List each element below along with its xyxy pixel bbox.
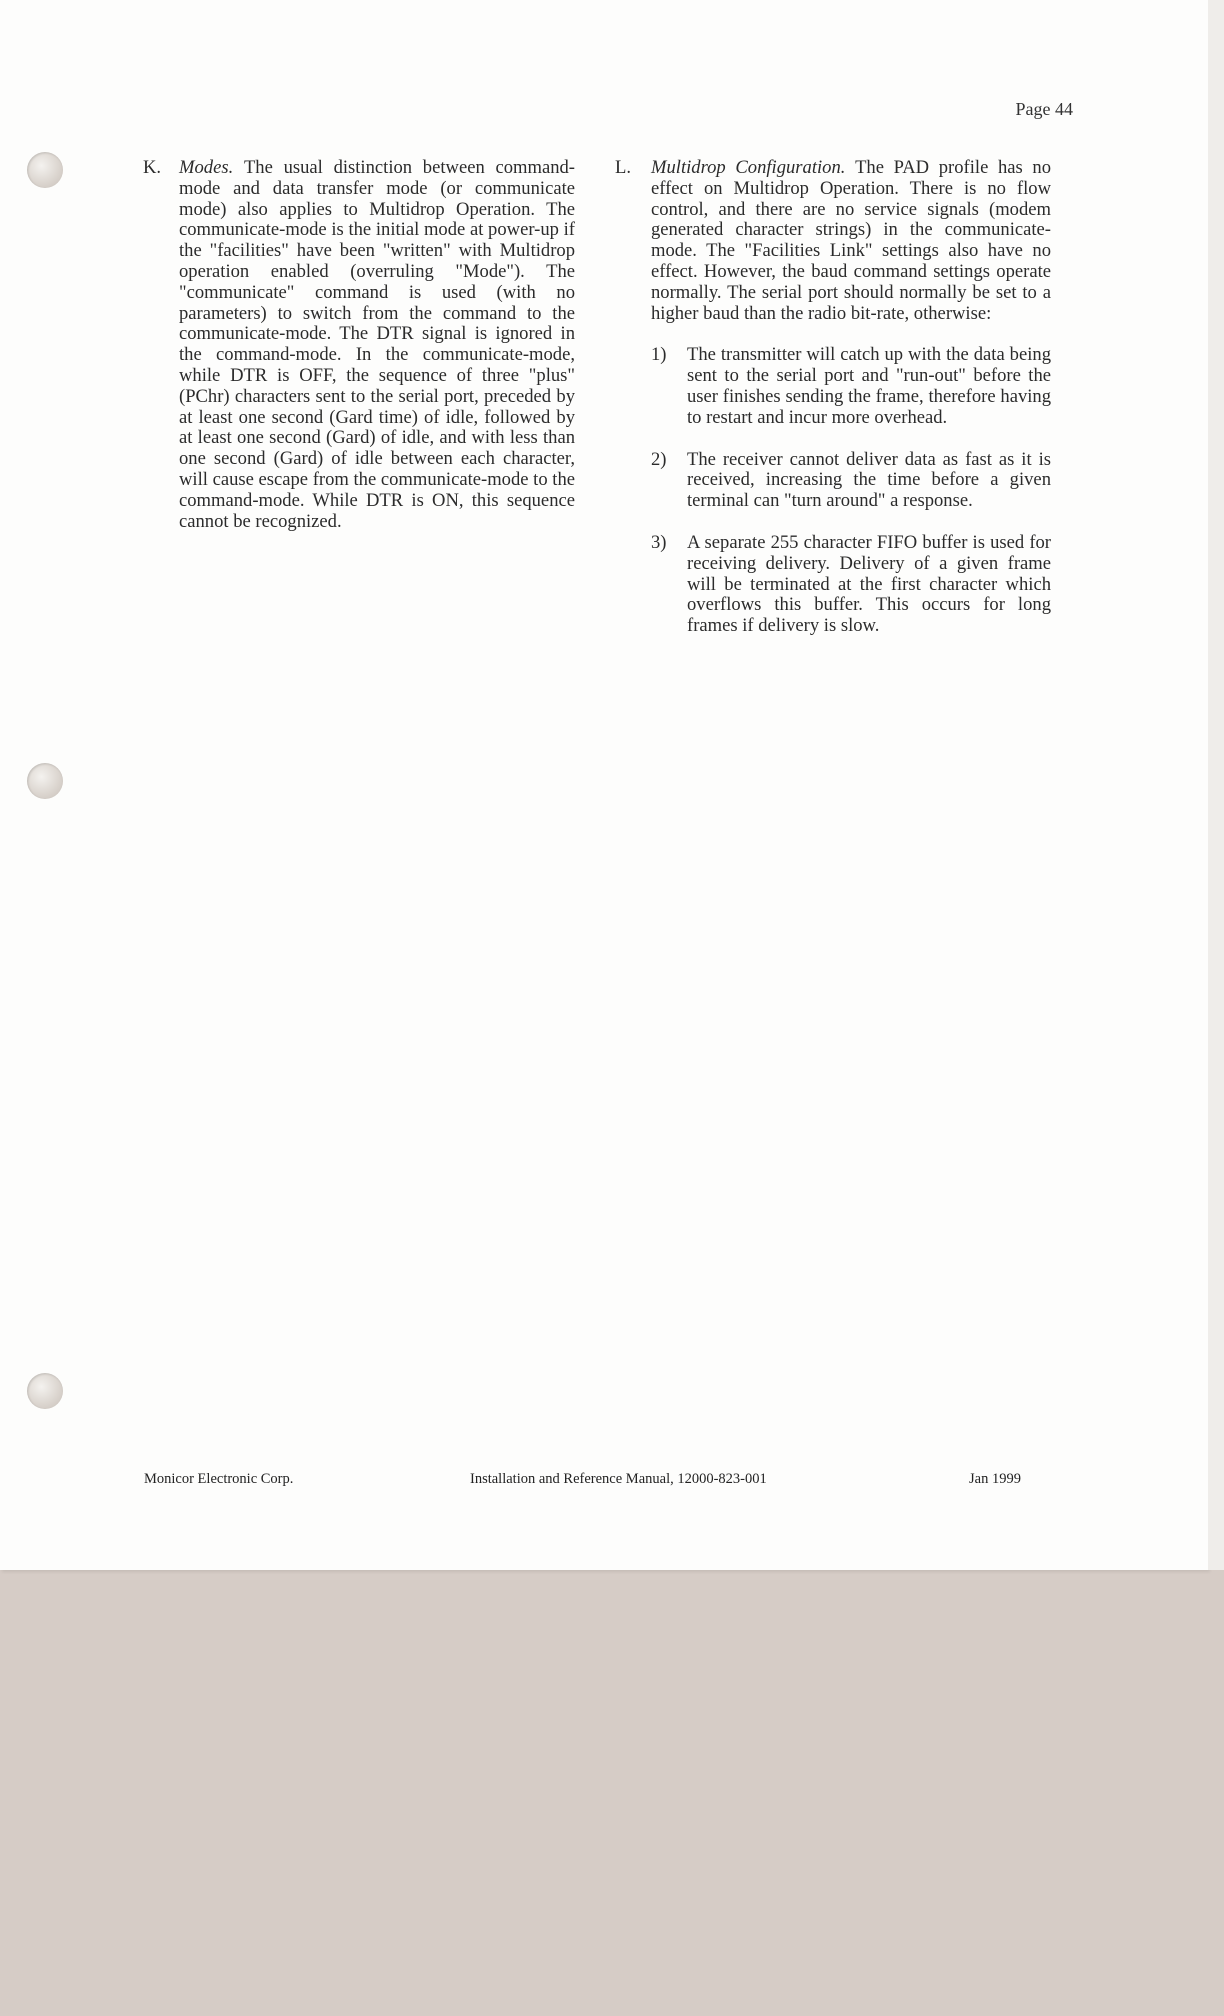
section-multidrop-configuration	[615, 158, 1051, 324]
section-title: Multidrop Configuration.	[651, 157, 856, 178]
section-letter: K.	[143, 157, 162, 178]
footer-manual-title: Installation and Reference Manual, 12000-823-001	[470, 1471, 767, 1487]
list-item-number: 3)	[651, 531, 667, 553]
punch-hole-bottom	[27, 1373, 63, 1409]
list-item-text: The transmitter will catch up with the data being sent to the serial port and "run-out" before the user finishes sending the frame, therefore having to restart and incur more overhead.	[687, 344, 1051, 428]
right-column	[615, 158, 1051, 658]
page-number: Page 44	[1015, 99, 1073, 119]
page-edge	[1208, 0, 1224, 1570]
list-item	[651, 450, 1051, 512]
list-item	[651, 533, 1051, 637]
section-body: The usual distinction between command-mode and data transfer mode (or communicate mode) also applies to Multidrop Operation. The communicate-mode is the initial mode at power-up if the "facilities" have been "written" with Multidrop operation enabled (overruling "Mode"). The "communicate" command is used (with no parameters) to switch from the command to the communicate-mode. The DTR signal is ignored in the command-mode. In the communicate-mode, while DTR is OFF, the sequence of three "plus" (PChr) characters sent to the serial port, preceded by at least one second (Gard time) of idle, followed by at least one second (Gard) of idle, and with less than one second (Gard) of idle between each character, will cause escape from the communicate-mode to the command-mode. While DTR is ON, this sequence cannot be recognized.	[179, 157, 575, 532]
section-title: Modes.	[179, 157, 244, 178]
list-item-number: 2)	[651, 448, 667, 470]
footer-date: Jan 1999	[969, 1471, 1021, 1487]
list-item-text: A separate 255 character FIFO buffer is used for receiving delivery. Delivery of a given frame will be terminated at the first character which overflows this buffer. This occurs for long frames if delivery is slow.	[687, 531, 1051, 637]
section-body: The PAD profile has no effect on Multidrop Operation. There is no flow control, and there are no service signals (modem generated character strings) in the communicate-mode. The "Facilities Link" settings also have no effect. However, the baud command settings operate normally. The serial port should normally be set to a higher baud than the radio bit-rate, otherwise:	[651, 157, 1052, 324]
list-item-number: 1)	[651, 344, 667, 366]
numbered-list	[615, 345, 1051, 637]
punch-hole-middle	[27, 763, 63, 799]
left-column	[143, 158, 575, 532]
punch-hole-top	[27, 152, 63, 188]
list-item-text: The receiver cannot deliver data as fast as it is received, increasing the time before a given terminal can "turn around" a response.	[687, 448, 1051, 512]
list-item	[651, 345, 1051, 428]
footer-company: Monicor Electronic Corp.	[144, 1471, 294, 1487]
section-letter: L.	[615, 157, 632, 178]
section-modes	[143, 158, 575, 532]
